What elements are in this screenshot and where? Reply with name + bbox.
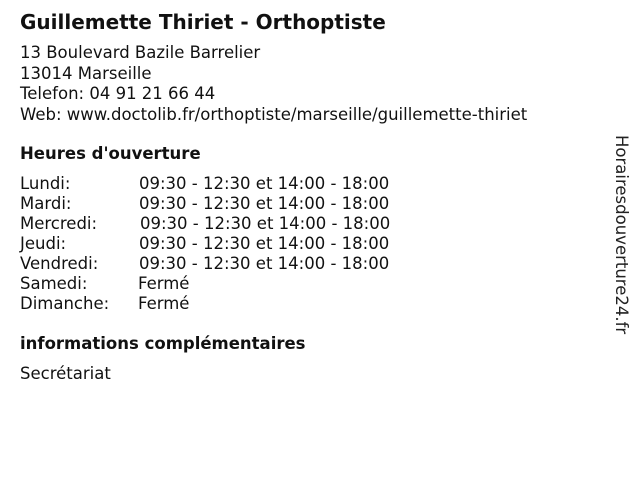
day-label: Mercredi: (20, 214, 98, 233)
day-label: Mardi: (20, 194, 72, 213)
hours-value: Fermé (138, 274, 190, 293)
site-watermark: Horairesdouverture24.fr (612, 135, 631, 335)
address-block (20, 43, 527, 125)
day-label: Dimanche: (20, 294, 110, 313)
day-label: Jeudi: (20, 234, 67, 253)
additional-info-text: Secrétariat (20, 364, 111, 383)
day-label: Vendredi: (20, 254, 99, 273)
hours-value: 09:30 - 12:30 et 14:00 - 18:00 (139, 254, 390, 273)
day-label: Lundi: (20, 174, 71, 193)
hours-value: 09:30 - 12:30 et 14:00 - 18:00 (139, 174, 390, 193)
hours-value: 09:30 - 12:30 et 14:00 - 18:00 (140, 214, 391, 233)
hours-value: 09:30 - 12:30 et 14:00 - 18:00 (139, 194, 390, 213)
phone-number: Telefon: 04 91 21 66 44 (20, 84, 216, 103)
page-title: Guillemette Thiriet - Orthoptiste (20, 10, 386, 34)
city: 13014 Marseille (20, 63, 152, 83)
website: Web: www.doctolib.fr/orthoptiste/marseille/guillemette-thiriet (20, 104, 528, 124)
day-label: Samedi: (20, 274, 88, 293)
additional-info-heading: informations complémentaires (20, 334, 306, 353)
hours-value: 09:30 - 12:30 et 14:00 - 18:00 (139, 234, 390, 253)
street-address: 13 Boulevard Bazile Barrelier (20, 43, 261, 62)
opening-hours-heading: Heures d'ouverture (20, 144, 201, 163)
hours-value: Fermé (138, 294, 190, 313)
